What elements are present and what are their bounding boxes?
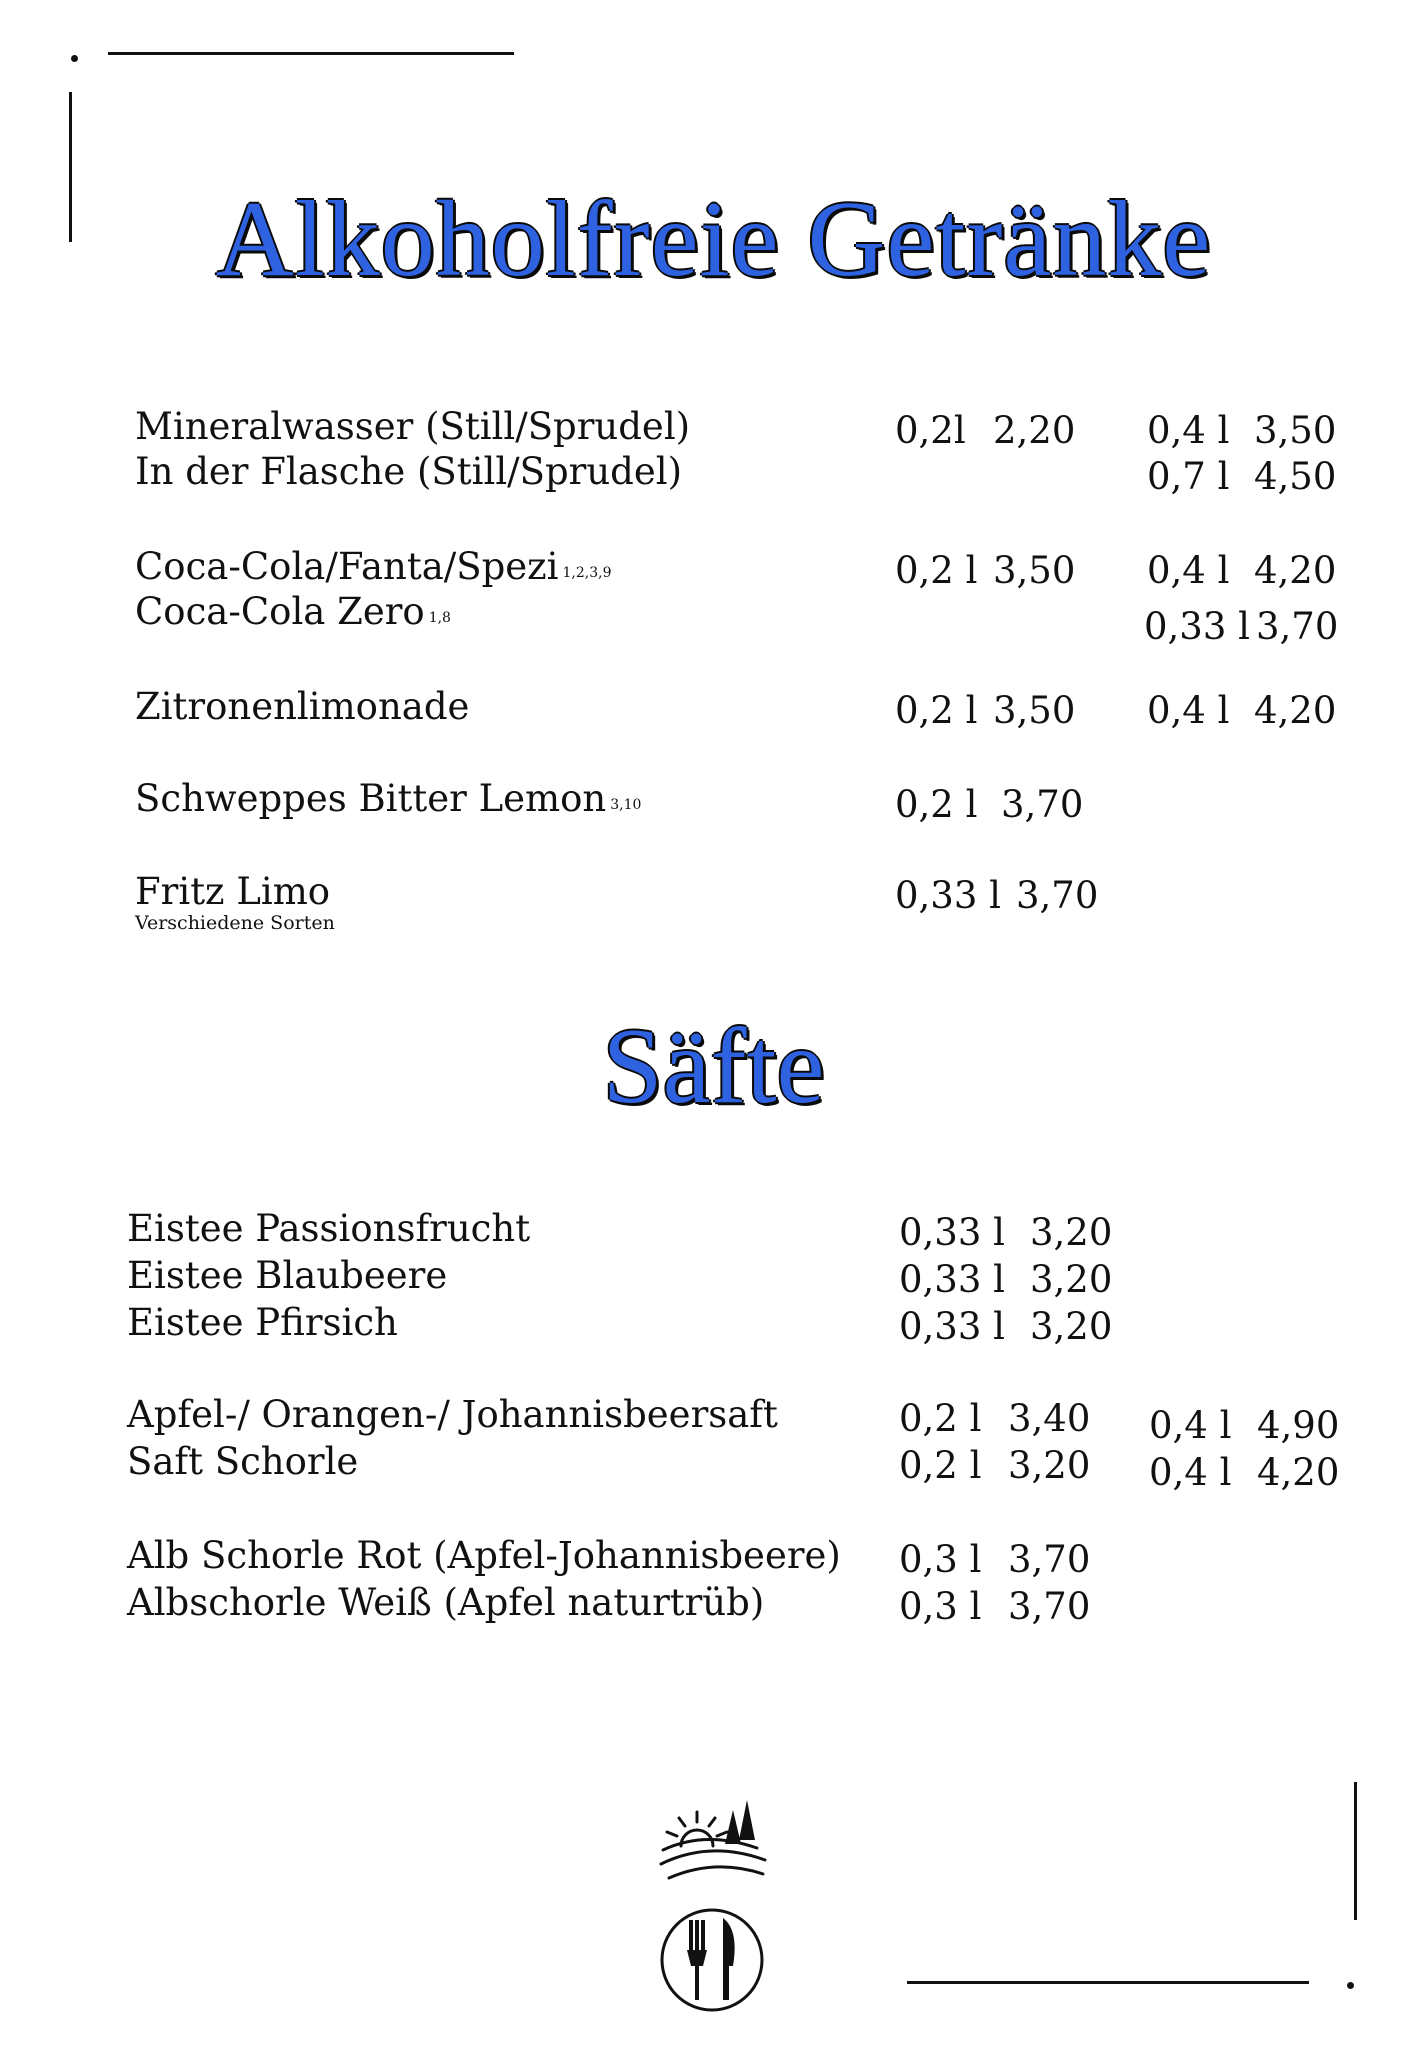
menu-item-name: Eistee Passionsfrucht bbox=[127, 1207, 531, 1250]
menu-item-price-large: 3,50 bbox=[1254, 409, 1337, 452]
menu-item-price: 3,20 bbox=[1030, 1211, 1113, 1254]
section-title-saefte: Säfte bbox=[602, 1007, 825, 1126]
menu-item-price: 3,40 bbox=[1008, 1397, 1091, 1440]
menu-item-size: 0,33 l bbox=[899, 1258, 1005, 1301]
bottom-right-horizontal-line bbox=[907, 1981, 1309, 1984]
menu-item-size: 0,2l bbox=[895, 409, 966, 452]
allergen-codes: 3,10 bbox=[610, 797, 642, 813]
menu-item-name: Eistee Blaubeere bbox=[127, 1254, 448, 1297]
menu-item-price: 3,70 bbox=[1016, 874, 1099, 917]
menu-item-size-large: 0,7 l bbox=[1147, 455, 1230, 498]
menu-item-name: Coca-Cola Zero $^{1,8}$ bbox=[135, 590, 451, 633]
menu-item-size: 0,2 l bbox=[895, 549, 978, 592]
menu-item-name: Coca-Cola/Fanta/Spezi $^{1,2,3,9}$ bbox=[135, 545, 612, 588]
menu-item-price: 3,20 bbox=[1008, 1444, 1091, 1487]
menu-item-price-large: 3,70 bbox=[1256, 605, 1339, 648]
menu-item-size: 0,2 l bbox=[899, 1397, 982, 1440]
menu-item-name: Zitronenlimonade bbox=[135, 685, 470, 728]
menu-item-note: Verschiedene Sorten bbox=[135, 912, 335, 934]
page-title: Alkoholfreie Getränke bbox=[215, 180, 1212, 299]
menu-item-size-large: 0,4 l bbox=[1147, 689, 1230, 732]
menu-item-size: 0,3 l bbox=[899, 1538, 982, 1581]
menu-item-price-large: 4,20 bbox=[1254, 549, 1337, 592]
menu-item-name: Schweppes Bitter Lemon $^{3,10}$ bbox=[135, 777, 642, 820]
menu-item-size: 0,33 l bbox=[895, 874, 1001, 917]
menu-item-size: 0,33 l bbox=[899, 1305, 1005, 1348]
menu-item-price-large: 4,90 bbox=[1257, 1404, 1340, 1447]
menu-item-size-large: 0,33 l bbox=[1144, 605, 1250, 648]
menu-item-size-large: 0,4 l bbox=[1147, 549, 1230, 592]
menu-item-name: Saft Schorle bbox=[127, 1440, 359, 1483]
menu-item-price: 3,70 bbox=[1008, 1538, 1091, 1581]
menu-item-size-large: 0,4 l bbox=[1147, 409, 1230, 452]
menu-item-size: 0,2 l bbox=[899, 1444, 982, 1487]
top-left-horizontal-line bbox=[108, 52, 514, 55]
menu-item-size: 0,2 l bbox=[895, 689, 978, 732]
menu-item-size: 0,3 l bbox=[899, 1585, 982, 1628]
menu-item-price: 3,50 bbox=[993, 549, 1076, 592]
menu-item-price-large: 4,20 bbox=[1257, 1451, 1340, 1494]
bottom-right-vertical-line bbox=[1354, 1782, 1357, 1920]
allergen-codes: 1,8 bbox=[428, 610, 451, 626]
menu-item-price: 3,70 bbox=[1008, 1585, 1091, 1628]
hills-sun-fork-knife-icon bbox=[655, 1800, 775, 2020]
menu-item-size: 0,2 l bbox=[895, 783, 978, 826]
menu-item-price: 3,20 bbox=[1030, 1258, 1113, 1301]
menu-item-size-large: 0,4 l bbox=[1149, 1451, 1232, 1494]
menu-item-price: 2,20 bbox=[993, 409, 1076, 452]
corner-dot-top-left bbox=[71, 55, 78, 62]
menu-item-name: Albschorle Weiß (Apfel naturtrüb) bbox=[127, 1581, 765, 1624]
menu-item-price-large: 4,50 bbox=[1254, 455, 1337, 498]
allergen-codes: 1,2,3,9 bbox=[562, 565, 612, 581]
menu-item-name: In der Flasche (Still/Sprudel) bbox=[135, 450, 683, 493]
menu-item-name: Apfel-/ Orangen-/ Johannisbeersaft bbox=[127, 1393, 778, 1436]
menu-item-name: Fritz Limo bbox=[135, 870, 331, 913]
menu-item-price: 3,50 bbox=[993, 689, 1076, 732]
menu-item-price-large: 4,20 bbox=[1254, 689, 1337, 732]
menu-item-size-large: 0,4 l bbox=[1149, 1404, 1232, 1447]
menu-item-name: Eistee Pfirsich bbox=[127, 1301, 398, 1344]
corner-dot-bottom-right bbox=[1347, 1982, 1354, 1989]
menu-item-name: Mineralwasser (Still/Sprudel) bbox=[135, 405, 691, 448]
menu-item-size: 0,33 l bbox=[899, 1211, 1005, 1254]
menu-item-price: 3,70 bbox=[1001, 783, 1084, 826]
menu-item-name: Alb Schorle Rot (Apfel-Johannisbeere) bbox=[127, 1534, 841, 1577]
menu-item-price: 3,20 bbox=[1030, 1305, 1113, 1348]
